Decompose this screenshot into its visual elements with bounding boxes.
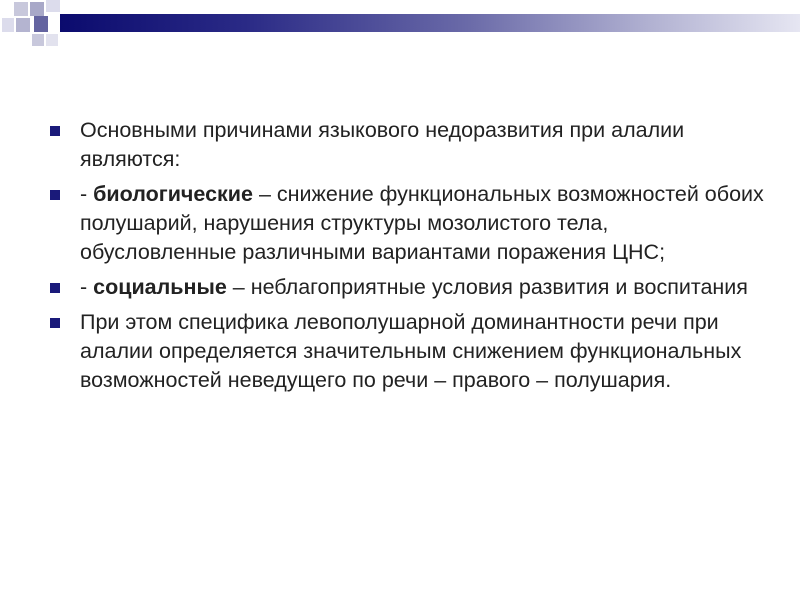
bullet-text: Основными причинами языкового недоразвития при алалии являются: — [80, 118, 685, 171]
bullet-text: – снижение функциональных возможностей обоих полушарий, нарушения структуры мозолистого тела, обусловленные различными вариантами поражения ЦНС; — [80, 182, 764, 264]
square-bullet-icon — [50, 318, 60, 328]
bullet-prefix: - — [80, 182, 94, 206]
bullet-text: При этом специфика левополушарной доминантности речи при алалии определяется значительным снижением функциональных возможностей неведущего по речи – правого – полушария. — [80, 310, 742, 392]
header-decoration — [0, 0, 800, 48]
decorative-square — [16, 18, 30, 32]
decorative-square — [2, 18, 14, 32]
square-bullet-icon — [50, 283, 60, 293]
bullet-bold-term: социальные — [93, 275, 227, 299]
decorative-square — [30, 2, 44, 16]
decorative-square — [46, 34, 58, 46]
bullet-item-biological — [46, 180, 766, 267]
decorative-square — [32, 34, 44, 46]
bullet-prefix: - — [80, 275, 94, 299]
decorative-square — [34, 16, 48, 32]
square-bullet-icon — [50, 190, 60, 200]
square-bullet-icon — [50, 126, 60, 136]
decorative-square — [46, 0, 60, 12]
decorative-square — [14, 2, 28, 16]
header-gradient-bar — [60, 14, 800, 32]
bullet-item-social — [46, 273, 766, 302]
bullet-list — [46, 116, 766, 401]
bullet-item-dominance — [46, 308, 766, 395]
bullet-item-causes-intro — [46, 116, 766, 174]
bullet-text: – неблагоприятные условия развития и воспитания — [226, 275, 748, 299]
bullet-bold-term: биологические — [93, 182, 253, 206]
